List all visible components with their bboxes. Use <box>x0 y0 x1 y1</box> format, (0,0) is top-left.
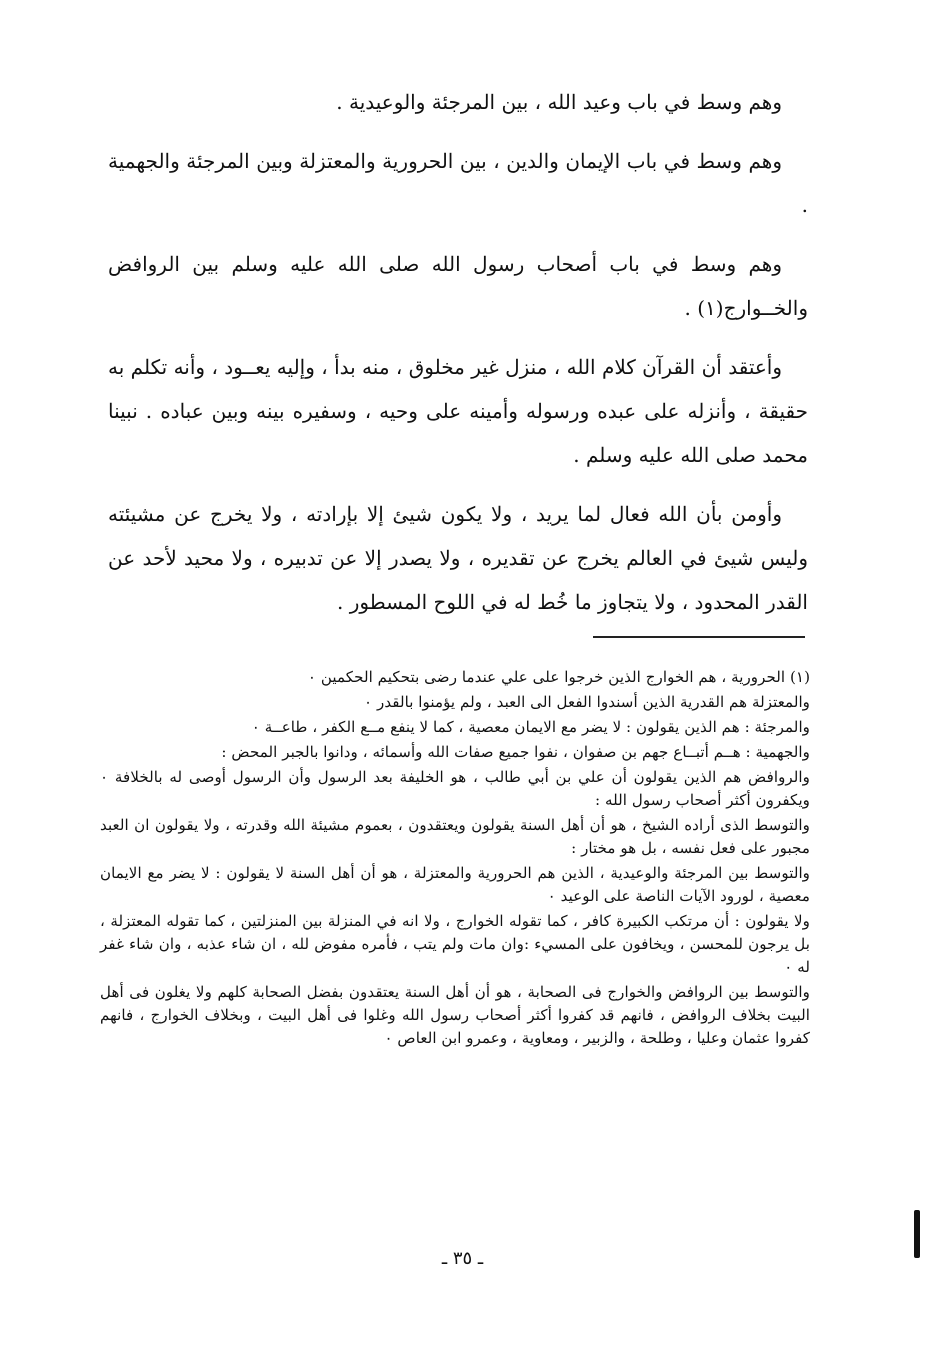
footnote: والتوسط الذى أراده الشيخ ، هو أن أهل السنة يقولون ويعتقدون ، بعموم مشيئة الله وقدرته ، ولا يقولون ان العبد مجبور على فعل نفسه ، بل هو مختار : <box>100 816 810 857</box>
footnote-separator <box>593 636 805 638</box>
footnote: والمرجئة : هم الذين يقولون : لا يضر مع الايمان معصية ، كما لا ينفع مــع الكفر ، طاعــة ٠ <box>251 718 810 736</box>
paragraph: وهم وسط في باب أصحاب رسول الله صلى الله عليه وسلم بين الروافض والخــوارج(١) . <box>108 252 808 320</box>
footnote: والتوسط بين المرجئة والوعيدية ، الذين هم الحرورية والمعتزلة ، هو أن أهل السنة لا يقولون : لا يضر مع الايمان معصية ، لورود الآيات الناصة على الوعيد ٠ <box>100 864 810 905</box>
footnote: والتوسط بين الروافض والخوارج فى الصحابة ، هو أن أهل السنة يعتقدون بفضل الصحابة كلهم ولا يغلون فى أهل البيت بخلاف الروافض ، فانهم قد كفروا أكثر أصحاب رسول الله وغلوا فى أهل البيت ، وبخلاف الخوارج ، فانهم كفروا عثمان وعليا ، وطلحة ، والزبير ، ومعاوية ، وعمرو ابن العاص ٠ <box>100 983 810 1047</box>
page-number: ـ ٣٥ ـ <box>441 1248 484 1269</box>
footnote: والجهمية : هــم أتبــاع جهم بن صفوان ، نفوا جميع صفات الله وأسمائه ، ودانوا بالجبر المحض : <box>221 743 810 761</box>
footnote: والروافض هم الذين يقولون أن علي بن أبي طالب ، هو الخليفة بعد الرسول وأن الرسول أوصى له بالخلافة ٠ ويكفرون أكثر أصحاب رسول الله : <box>100 768 810 809</box>
footnotes <box>100 666 810 1052</box>
footnote: والمعتزلة هم القدرية الذين أسندوا الفعل الى العبد ، ولم يؤمنوا بالقدر ٠ <box>364 693 810 711</box>
footnote: (١) الحرورية ، هم الخوارج الذين خرجوا على علي عندما رضى بتحكيم الحكمين ٠ <box>307 668 810 686</box>
margin-mark <box>914 1210 920 1258</box>
footnote: ولا يقولون : أن مرتكب الكبيرة كافر ، كما تقوله الخوارج ، ولا انه في المنزلة بين المنزلتين ، كما تقوله المعتزلة ، بل يرجون للمحسن ، ويخافون على المسيء :وان مات ولم يتب ، فأمره مفوض لله ، ان شاء عذبه ، وان شاء غفر له ٠ <box>100 912 810 976</box>
paragraph: وأومن بأن الله فعال لما يريد ، ولا يكون شيئ إلا بإرادته ، ولا يخرج عن مشيئته وليس شيئ في العالم يخرج عن تقديره ، ولا يصدر إلا عن تدبيره ، ولا محيد لأحد عن القدر المحدود ، ولا يتجاوز ما خُط له في اللوح المسطور . <box>108 502 808 614</box>
paragraph: وأعتقد أن القرآن كلام الله ، منزل غير مخلوق ، منه بدأ ، وإليه يعــود ، وأنه تكلم به حقيقة ، وأنزله على عبده ورسوله وأمينه على وحيه ، وسفيره بينه وبين عباده . نبينا محمد صلى الله عليه وسلم . <box>108 355 808 467</box>
paragraph: وهم وسط في باب وعيد الله ، بين المرجئة والوعيدية . <box>336 90 782 114</box>
main-text <box>108 80 808 639</box>
paragraph: وهم وسط في باب الإيمان والدين ، بين الحرورية والمعتزلة وبين المرجئة والجهمية . <box>108 149 808 217</box>
